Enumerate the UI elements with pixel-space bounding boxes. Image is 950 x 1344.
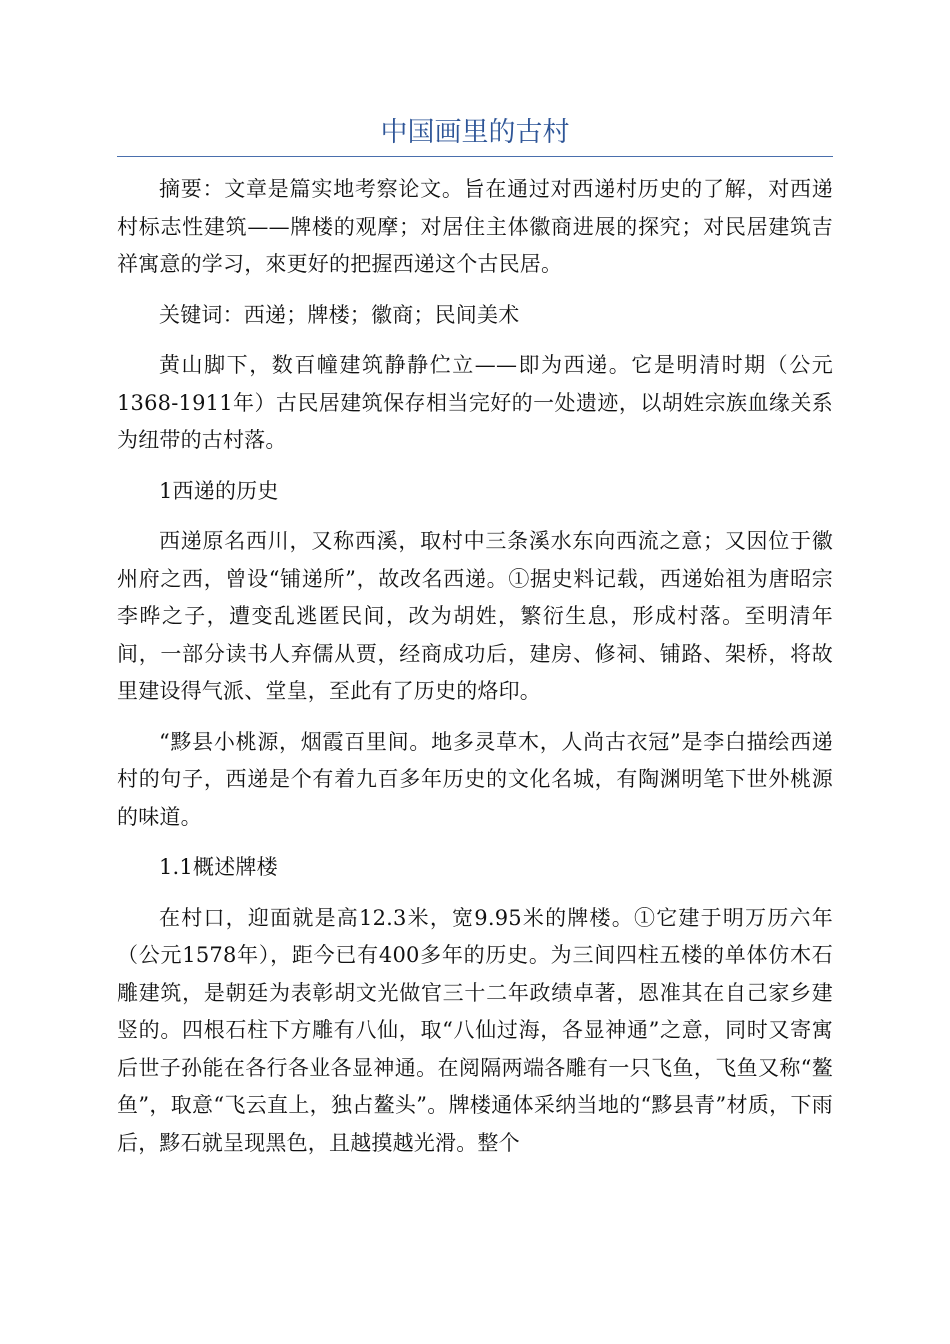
body-paragraph: “黟县小桃源，烟霞百里间。地多灵草木，人尚古衣冠”是李白描绘西递村的句子，西递是个有着九百多年历史的文化名城，有陶渊明笔下世外桃源的味道。 (117, 729, 833, 829)
subsection-heading: 1.1概述牌楼 (159, 855, 278, 879)
body-paragraph: 黄山脚下，数百幢建筑静静伫立——即为西递。它是明清时期（公元1368-1911年）古民居建筑保存相当完好的一处遗迹，以胡姓宗族血缘关系为纽带的古村落。 (117, 353, 833, 452)
keywords-paragraph: 关键词：西递；牌楼；徽商；民间美术 (159, 302, 520, 327)
body-paragraph: 西递原名西川，又称西溪，取村中三条溪水东向西流之意；又因位于徽州府之西，曾设“铺递所”，故改名西递。①据史料记载，西递始祖为唐昭宗李晔之子，遭变乱逃匿民间，改为胡姓，繁衍生息，形成村落。至明清年间，一部分读书人弃儒从贾，经商成功后，建房、修祠、铺路、架桥，将故里建设得气派、堂皇，至此有了历史的烙印。 (117, 529, 833, 703)
document-page (117, 110, 833, 1175)
document-title: 中国画里的古村 (380, 117, 570, 148)
abstract-paragraph: 摘要：文章是篇实地考察论文。旨在通过对西递村历史的了解，对西递村标志性建筑——牌楼的观摩；对居住主体徽商进展的探究；对民居建筑吉祥寓意的学习，來更好的把握西递这个古民居。 (117, 177, 833, 276)
section-heading: 1西递的历史 (159, 478, 279, 503)
title-underline (117, 156, 833, 157)
body-paragraph: 在村口，迎面就是高12.3米，宽9.95米的牌楼。①它建于明万历六年（公元1578年），距今已有400多年的历史。为三间四柱五楼的单体仿木石雕建筑，是朝廷为表彰胡文光做官三十二年政绩卓著，恩准其在自己家乡建竖的。四根石柱下方雕有八仙，取“八仙过海，各显神通”之意，同时又寄寓后世子孙能在各行各业各显神通。在阅隔两端各雕有一只飞鱼，飞鱼又称“鳌鱼”，取意“飞云直上，独占鳌头”。牌楼通体采纳当地的“黟县青”材质，下雨后，黟石就呈现黑色，且越摸越光滑。整个 (117, 905, 833, 1155)
